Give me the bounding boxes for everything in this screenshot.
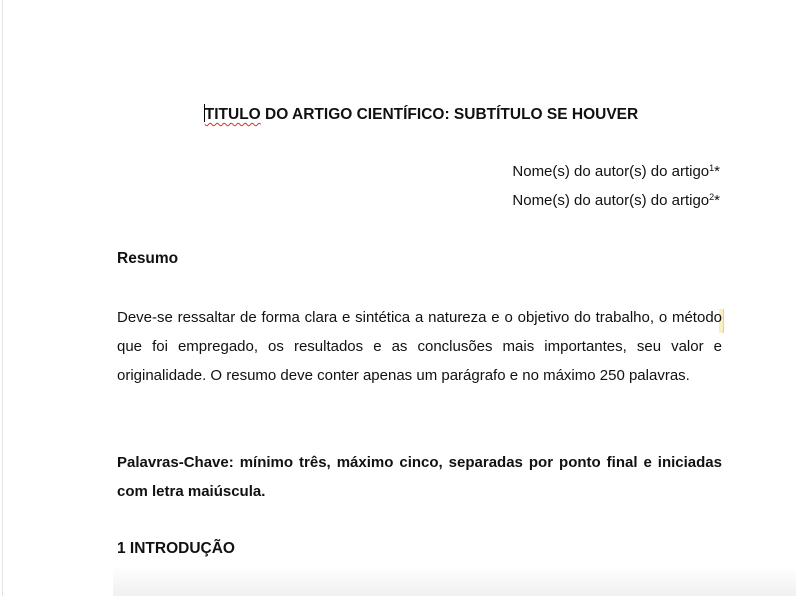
author-mark: * [714,192,720,209]
document-page[interactable] [2,0,796,596]
title-text: DO ARTIGO CIENTÍFICO: SUBTÍTULO SE HOUVER [260,106,639,123]
title-misspelled-word[interactable]: TITULO [204,106,261,123]
author-name: Nome(s) do autor(s) do artigo [512,163,710,180]
page-edge-shadow [113,566,796,596]
author-footnote-ref[interactable]: 1 [709,163,715,173]
author-line-1 [512,162,720,182]
author-mark: * [714,163,720,180]
introduction-heading: 1 INTRODUÇÃO [117,540,235,557]
article-title[interactable] [3,104,796,125]
keywords-paragraph: Palavras-Chave: mínimo três, máximo cinco, separadas por ponto final e iniciadas com letra maiúscula. [117,454,722,500]
abstract-paragraph: Deve-se ressaltar de forma clara e sintética a natureza e o objetivo do trabalho, o método que foi empregado, os resultados e as conclusões mais importantes, seu valor e originalidade. O resumo deve conter apenas um parágrafo e no máximo 250 palavras. [117,309,722,384]
abstract-heading: Resumo [117,250,179,267]
author-footnote-ref[interactable]: 2 [709,192,715,202]
author-name: Nome(s) do autor(s) do artigo [512,192,710,209]
author-line-2 [512,191,720,211]
